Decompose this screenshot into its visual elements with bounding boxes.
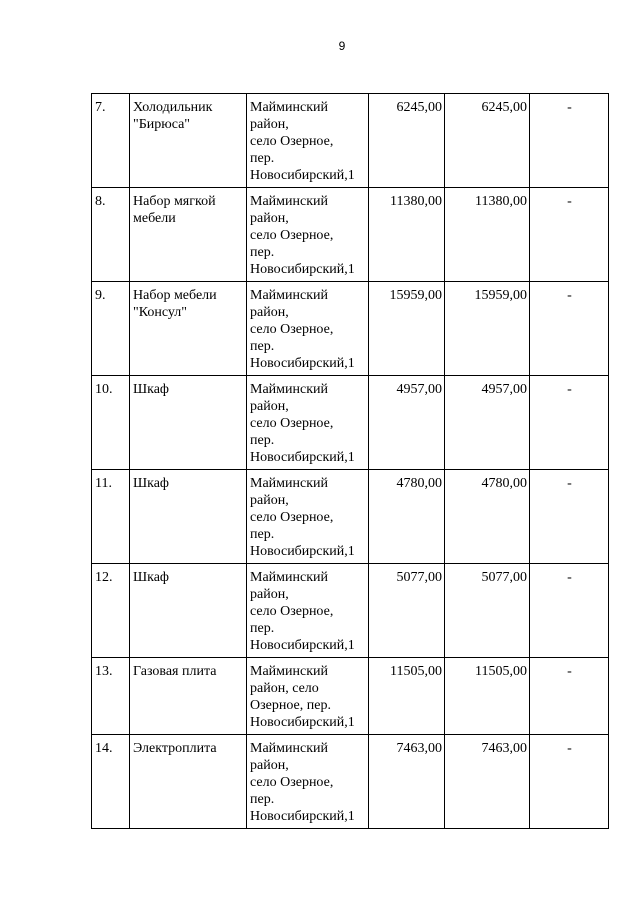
item-name: Холодильник "Бирюса" bbox=[130, 94, 247, 188]
row-number: 7. bbox=[92, 94, 130, 188]
address-line: Новосибирский,1 bbox=[250, 262, 355, 277]
book-value: 4957,00 bbox=[369, 376, 445, 470]
book-value: 5077,00 bbox=[369, 564, 445, 658]
note-cell: - bbox=[530, 188, 609, 282]
row-number: 14. bbox=[92, 735, 130, 829]
table-row bbox=[92, 94, 609, 188]
book-value: 7463,00 bbox=[369, 735, 445, 829]
address-line: Новосибирский,1 bbox=[250, 168, 355, 183]
address-line: Новосибирский,1 bbox=[250, 638, 355, 653]
item-name: Газовая плита bbox=[130, 658, 247, 735]
address-line: пер. bbox=[250, 527, 275, 542]
address-line: Озерное, пер. bbox=[250, 698, 331, 713]
address-line: село Озерное, bbox=[250, 416, 334, 431]
note-cell: - bbox=[530, 94, 609, 188]
address-line: Новосибирский,1 bbox=[250, 544, 355, 559]
address-line: район, bbox=[250, 493, 289, 508]
note-cell: - bbox=[530, 735, 609, 829]
page-number: 9 bbox=[338, 39, 346, 53]
book-value: 11505,00 bbox=[369, 658, 445, 735]
row-number: 8. bbox=[92, 188, 130, 282]
item-name: Электроплита bbox=[130, 735, 247, 829]
book-value: 15959,00 bbox=[369, 282, 445, 376]
address-line: село Озерное, bbox=[250, 134, 334, 149]
address-line: Новосибирский,1 bbox=[250, 715, 355, 730]
address-line: село Озерное, bbox=[250, 322, 334, 337]
table-row bbox=[92, 735, 609, 829]
address-line: Новосибирский,1 bbox=[250, 809, 355, 824]
table-row bbox=[92, 376, 609, 470]
address-line: пер. bbox=[250, 339, 275, 354]
address-line: район, bbox=[250, 399, 289, 414]
note-cell: - bbox=[530, 658, 609, 735]
row-number: 13. bbox=[92, 658, 130, 735]
residual-value: 7463,00 bbox=[445, 735, 530, 829]
row-number: 12. bbox=[92, 564, 130, 658]
residual-value: 15959,00 bbox=[445, 282, 530, 376]
item-name: Набор мягкой мебели bbox=[130, 188, 247, 282]
table-row bbox=[92, 470, 609, 564]
residual-value: 4780,00 bbox=[445, 470, 530, 564]
item-address bbox=[247, 282, 369, 376]
note-cell: - bbox=[530, 282, 609, 376]
address-line: пер. bbox=[250, 621, 275, 636]
address-line: Новосибирский,1 bbox=[250, 356, 355, 371]
item-address bbox=[247, 376, 369, 470]
table-row bbox=[92, 188, 609, 282]
book-value: 11380,00 bbox=[369, 188, 445, 282]
address-line: пер. bbox=[250, 151, 275, 166]
address-line: Майминский bbox=[250, 100, 328, 115]
address-line: Майминский bbox=[250, 570, 328, 585]
table-row bbox=[92, 282, 609, 376]
item-address bbox=[247, 94, 369, 188]
address-line: Майминский bbox=[250, 382, 328, 397]
residual-value: 11505,00 bbox=[445, 658, 530, 735]
item-name: Шкаф bbox=[130, 376, 247, 470]
residual-value: 6245,00 bbox=[445, 94, 530, 188]
address-line: Майминский bbox=[250, 194, 328, 209]
address-line: Майминский bbox=[250, 664, 328, 679]
address-line: район, bbox=[250, 587, 289, 602]
address-line: район, село bbox=[250, 681, 319, 696]
item-address bbox=[247, 658, 369, 735]
address-line: Новосибирский,1 bbox=[250, 450, 355, 465]
inventory-table bbox=[91, 93, 609, 829]
item-name: Шкаф bbox=[130, 564, 247, 658]
item-address bbox=[247, 564, 369, 658]
row-number: 10. bbox=[92, 376, 130, 470]
address-line: село Озерное, bbox=[250, 510, 334, 525]
table-row bbox=[92, 564, 609, 658]
address-line: район, bbox=[250, 305, 289, 320]
address-line: Майминский bbox=[250, 288, 328, 303]
item-name: Набор мебели "Консул" bbox=[130, 282, 247, 376]
item-address bbox=[247, 470, 369, 564]
residual-value: 4957,00 bbox=[445, 376, 530, 470]
residual-value: 11380,00 bbox=[445, 188, 530, 282]
address-line: село Озерное, bbox=[250, 228, 334, 243]
book-value: 4780,00 bbox=[369, 470, 445, 564]
address-line: пер. bbox=[250, 792, 275, 807]
item-address bbox=[247, 735, 369, 829]
address-line: район, bbox=[250, 211, 289, 226]
book-value: 6245,00 bbox=[369, 94, 445, 188]
note-cell: - bbox=[530, 564, 609, 658]
row-number: 11. bbox=[92, 470, 130, 564]
address-line: село Озерное, bbox=[250, 604, 334, 619]
address-line: Майминский bbox=[250, 476, 328, 491]
item-address bbox=[247, 188, 369, 282]
note-cell: - bbox=[530, 470, 609, 564]
row-number: 9. bbox=[92, 282, 130, 376]
address-line: район, bbox=[250, 758, 289, 773]
address-line: село Озерное, bbox=[250, 775, 334, 790]
note-cell: - bbox=[530, 376, 609, 470]
table-row bbox=[92, 658, 609, 735]
residual-value: 5077,00 bbox=[445, 564, 530, 658]
address-line: пер. bbox=[250, 433, 275, 448]
address-line: Майминский bbox=[250, 741, 328, 756]
address-line: район, bbox=[250, 117, 289, 132]
address-line: пер. bbox=[250, 245, 275, 260]
item-name: Шкаф bbox=[130, 470, 247, 564]
